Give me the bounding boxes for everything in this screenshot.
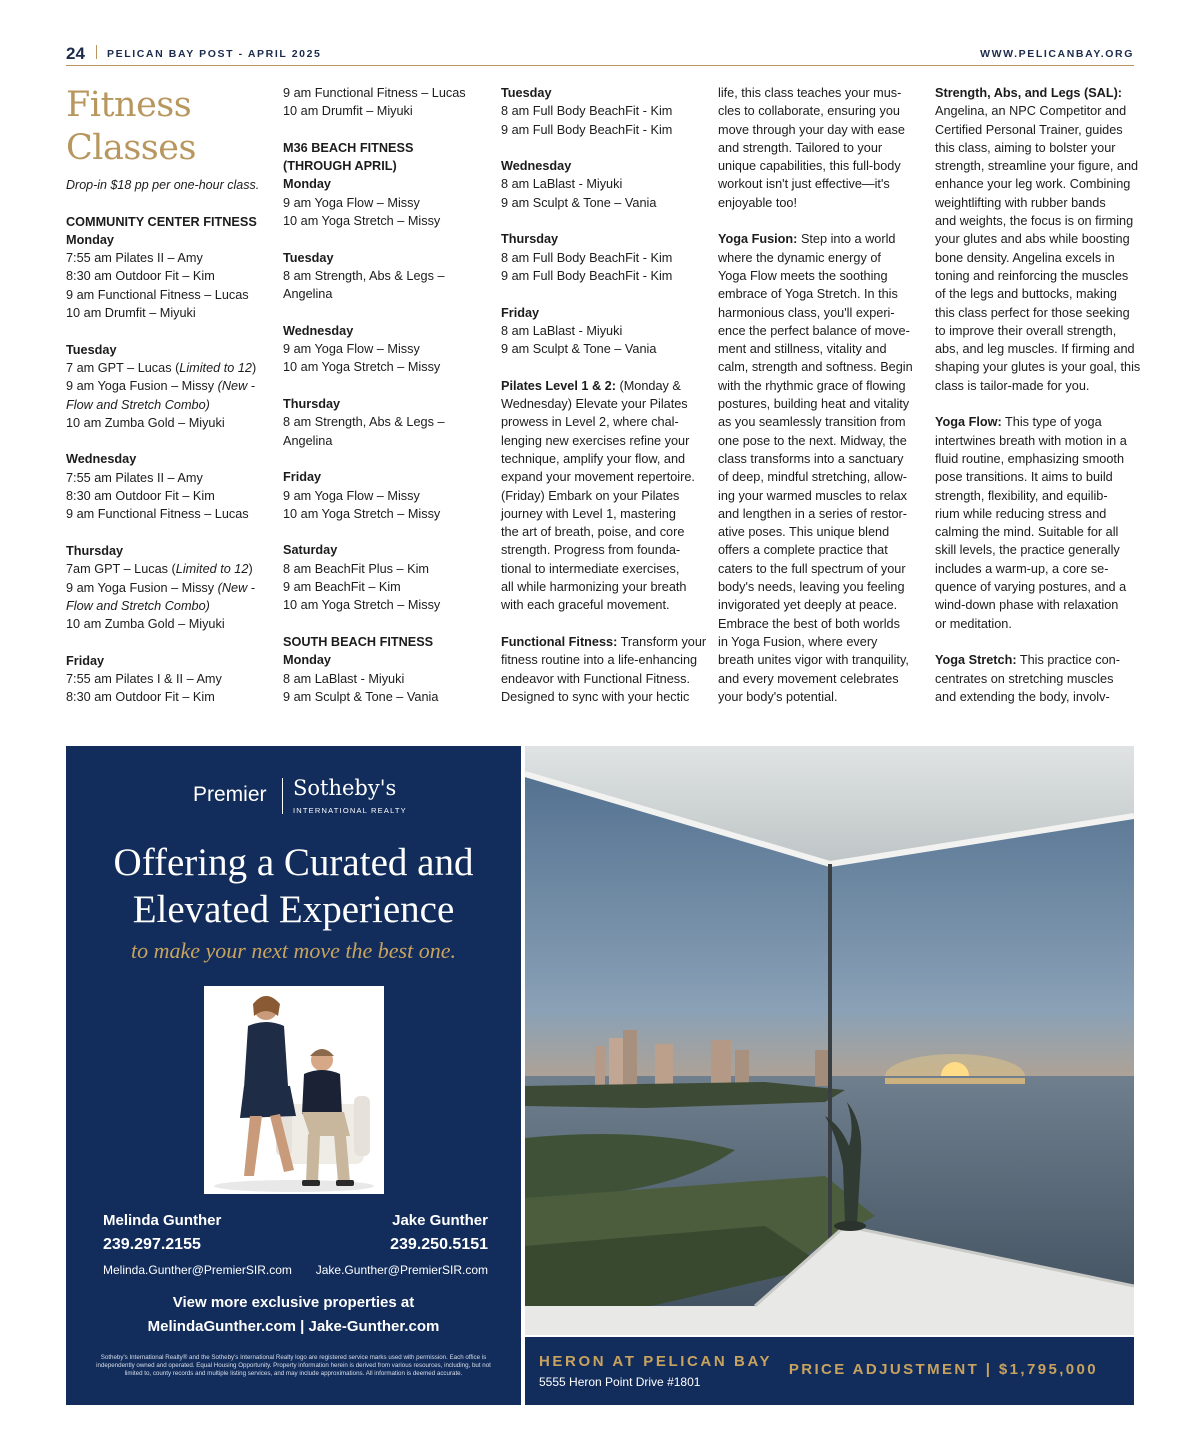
- class-item: 9 am Full Body BeachFit - Kim: [501, 268, 673, 283]
- publication-title: PELICAN BAY POST - APRIL 2025: [107, 48, 322, 60]
- class-item: 8 am Full Body BeachFit - Kim: [501, 250, 673, 265]
- class-item: 10 am Yoga Stretch – Missy: [283, 214, 441, 229]
- property-address: 5555 Heron Point Drive #1801: [539, 1375, 701, 1389]
- class-item: 8 am Full Body BeachFit - Kim: [501, 104, 673, 119]
- day-heading: Saturday: [283, 543, 338, 558]
- class-note: Flow and Stretch Combo): [66, 397, 210, 412]
- website-link[interactable]: WWW.PELICANBAY.ORG: [980, 48, 1134, 60]
- class-item: 10 am Yoga Stretch – Missy: [283, 360, 441, 375]
- class-item: 10 am Zumba Gold – Miyuki: [66, 415, 225, 430]
- column-2: [283, 84, 483, 706]
- agent-email[interactable]: Jake.Gunther@PremierSIR.com: [315, 1263, 488, 1277]
- fusion-description: Yoga Fusion: Step into a world where the dynamic energy of Yoga Flow meets the soothing embrace of Yoga Stretch. In this harmonious class, you'll experi- ence the perfect balance of move- ment and stillness, vitality and calm, strength and softness. Begin with the rhythmic grace of flowing postures, building heat and vitality as you seamlessly transition from one pose to the next. Midway, the class transforms into a sanctuary of deep, mindful stretching, allow- ing your warmed muscles to relax and lengthen in a series of restor- ative poses. This unique blend offers a complete practice that caters to the full spectrum of your body's needs, leaving you feeling invigorated yet deeply at peace. Embrace the best of both worlds in Yoga Fusion, where every breath unites vigor with tranquility, and every movement celebrates your body's potential.: [718, 232, 913, 704]
- class-item: Angelina: [283, 287, 333, 302]
- agent-email[interactable]: Melinda.Gunther@PremierSIR.com: [103, 1263, 292, 1277]
- class-item: 9 am Yoga Flow – Missy: [283, 488, 420, 503]
- brand-divider: [282, 778, 283, 814]
- class-item: 8 am BeachFit Plus – Kim: [283, 561, 429, 576]
- agent-phone[interactable]: 239.297.2155: [103, 1236, 201, 1253]
- class-item: 9 am Yoga Fusion – Missy (New -: [66, 580, 255, 595]
- column-3: [501, 84, 707, 706]
- m36-heading-sub: (THROUGH APRIL): [283, 159, 397, 174]
- m36-heading: M36 BEACH FITNESS: [283, 140, 414, 155]
- agent-name: Jake Gunther: [392, 1212, 488, 1229]
- column-5: [935, 84, 1141, 706]
- class-item: 7:55 am Pilates I & II – Amy: [66, 672, 222, 687]
- property-price: PRICE ADJUSTMENT | $1,795,000: [788, 1361, 1098, 1378]
- class-item: 10 am Yoga Stretch – Missy: [283, 598, 441, 613]
- community-heading: COMMUNITY CENTER FITNESS: [66, 214, 257, 229]
- class-item: 9 am Functional Fitness – Lucas: [66, 287, 249, 302]
- class-item: 9 am Full Body BeachFit - Kim: [501, 122, 673, 137]
- class-item: 8 am LaBlast - Miyuki: [501, 177, 623, 192]
- section-title: Fitness Classes: [66, 85, 196, 168]
- class-item: 9 am Yoga Flow – Missy: [283, 342, 420, 357]
- property-info-bar: [525, 1337, 1134, 1405]
- class-item: Angelina: [283, 433, 333, 448]
- pilates-description: Pilates Level 1 & 2: (Monday & Wednesday) Elevate your Pilates prowess in Level 2, where chal- lenging new exercises refine your technique, amplify your flow, and expand your movement repertoire. (Friday) Embark on your Pilates journey with Level 1, mastering the art of breath, poise, and core strength. Progress from founda- tional to intermediate exercises, all while harmonizing your breath with each graceful movement.: [501, 378, 695, 613]
- class-item: 9 am Functional Fitness – Lucas: [66, 507, 249, 522]
- class-item: 9 am Sculpt & Tone – Vania: [501, 195, 657, 210]
- page-header: [66, 44, 1134, 66]
- legal-disclaimer: Sotheby's International Realty® and the Sotheby's International Realty logo are registered service marks used with permission. Each office is independently owned and operated. Equal Housing Opportunity. Property information herein is derived from various resources, including, but not limited to, county records and multiple listing services, and may include approximations. All information is deemed accurate.: [96, 1354, 491, 1377]
- class-item: 7:55 am Pilates II – Amy: [66, 470, 203, 485]
- stretch-description: Yoga Stretch: This practice con- centrates on stretching muscles and extending the body, involv-: [935, 653, 1120, 704]
- header-divider: [96, 45, 97, 59]
- class-item: 9 am BeachFit – Kim: [283, 580, 401, 595]
- ad-headline-line1: Offering a Curated and: [113, 841, 474, 884]
- agent-name: Melinda Gunther: [103, 1212, 222, 1229]
- agent-websites[interactable]: MelindaGunther.com | Jake-Gunther.com: [147, 1318, 440, 1335]
- day-heading: Thursday: [501, 232, 559, 247]
- dropin-price: Drop-in $18 pp per one-hour class.: [66, 178, 260, 192]
- day-heading: Wednesday: [283, 323, 354, 338]
- day-heading: Tuesday: [283, 250, 334, 265]
- sothebys-ad-panel: [66, 746, 521, 1405]
- class-item: 7:55 am Pilates II – Amy: [66, 251, 203, 266]
- class-note: Flow and Stretch Combo): [66, 598, 210, 613]
- flow-description: Yoga Flow: This type of yoga intertwines breath with motion in a fluid routine, emphasizing smooth pose transitions. It aims to build strength, flexibility, and equilib- rium while reducing stress and calming the mind. Suitable for all skill levels, the practice generally includes a warm-up, a core se- quence of varying postures, and a wind-down phase with relaxation or meditation.: [935, 415, 1127, 631]
- functional-description-cont: life, this class teaches your mus- cles to collaborate, ensuring you move through your day with ease and strength. Tailored to your unique capabilities, this full-body workout isn't just effective—it's enjoyable too!: [718, 86, 905, 210]
- south-heading: SOUTH BEACH FITNESS: [283, 634, 434, 649]
- column-1: [66, 84, 266, 707]
- sunset-view-illustration: [525, 746, 1134, 1335]
- sal-description: Strength, Abs, and Legs (SAL): Angelina, an NPC Competitor and Certified Personal Trainer, guides this class, aiming to bolster your strength, streamline your figure, and enhance your leg work. Combining weightlifting with rubber bands and weights, the focus is on firming your glutes and abs while boosting bone density. Angelina excels in toning and reinforcing the muscles of the legs and buttocks, making this class perfect for those seeking to improve their overall strength, abs, and leg muscles. If firming and shaping your glutes is your goal, this class is tailor-made for you.: [935, 86, 1141, 393]
- brand-premier: Premier: [193, 783, 267, 806]
- class-item: 8 am Strength, Abs & Legs –: [283, 415, 445, 430]
- day-heading: Monday: [283, 177, 331, 192]
- day-heading: Friday: [283, 470, 322, 485]
- class-item: 10 am Drumfit – Miyuki: [66, 306, 196, 321]
- day-heading: Friday: [501, 305, 540, 320]
- day-heading: Friday: [66, 653, 105, 668]
- property-photo: [525, 746, 1134, 1335]
- functional-description: Functional Fitness: Transform your fitness routine into a life-enhancing endeavor with Functional Fitness. Designed to sync with your hectic: [501, 634, 707, 704]
- class-item: 7 am GPT – Lucas (Limited to 12): [66, 360, 257, 375]
- day-heading: Thursday: [66, 543, 124, 558]
- class-item: 8:30 am Outdoor Fit – Kim: [66, 489, 215, 504]
- day-heading: Monday: [283, 653, 331, 668]
- view-more-text: View more exclusive properties at: [172, 1294, 415, 1311]
- agent-phone[interactable]: 239.250.5151: [390, 1236, 488, 1253]
- class-item: 9 am Functional Fitness – Lucas: [283, 86, 466, 100]
- day-heading: Wednesday: [501, 159, 572, 174]
- class-item: 9 am Sculpt & Tone – Vania: [501, 342, 657, 357]
- class-item: 8 am Strength, Abs & Legs –: [283, 268, 445, 283]
- class-item: 9 am Yoga Fusion – Missy (New -: [66, 379, 255, 394]
- ad-headline-line2: Elevated Experience: [132, 888, 455, 931]
- day-heading: Thursday: [283, 397, 341, 412]
- class-item: 9 am Sculpt & Tone – Vania: [283, 689, 439, 704]
- property-name: HERON AT PELICAN BAY: [539, 1353, 773, 1370]
- class-item: 8:30 am Outdoor Fit – Kim: [66, 690, 215, 705]
- brand-international-realty: INTERNATIONAL REALTY: [293, 806, 407, 815]
- day-heading: Wednesday: [66, 452, 137, 467]
- column-4: [718, 84, 918, 706]
- day-heading: Tuesday: [501, 86, 552, 100]
- class-item: 8 am LaBlast - Miyuki: [283, 671, 405, 686]
- agents-photo-illustration: [204, 986, 384, 1194]
- day-heading: Tuesday: [66, 342, 117, 357]
- class-item: 10 am Yoga Stretch – Missy: [283, 506, 441, 521]
- class-item: 10 am Drumfit – Miyuki: [283, 104, 413, 119]
- class-item: 10 am Zumba Gold – Miyuki: [66, 617, 225, 632]
- class-item: 8 am LaBlast - Miyuki: [501, 323, 623, 338]
- agents-photo: [204, 986, 384, 1194]
- ad-tagline: to make your next move the best one.: [131, 938, 456, 963]
- class-item: 9 am Yoga Flow – Missy: [283, 195, 420, 210]
- brand-sothebys: Sotheby's: [293, 776, 397, 800]
- class-item: 8:30 am Outdoor Fit – Kim: [66, 269, 215, 284]
- class-item: 7am GPT – Lucas (Limited to 12): [66, 562, 253, 577]
- page-number: 24: [66, 44, 85, 63]
- day-heading: Monday: [66, 232, 114, 247]
